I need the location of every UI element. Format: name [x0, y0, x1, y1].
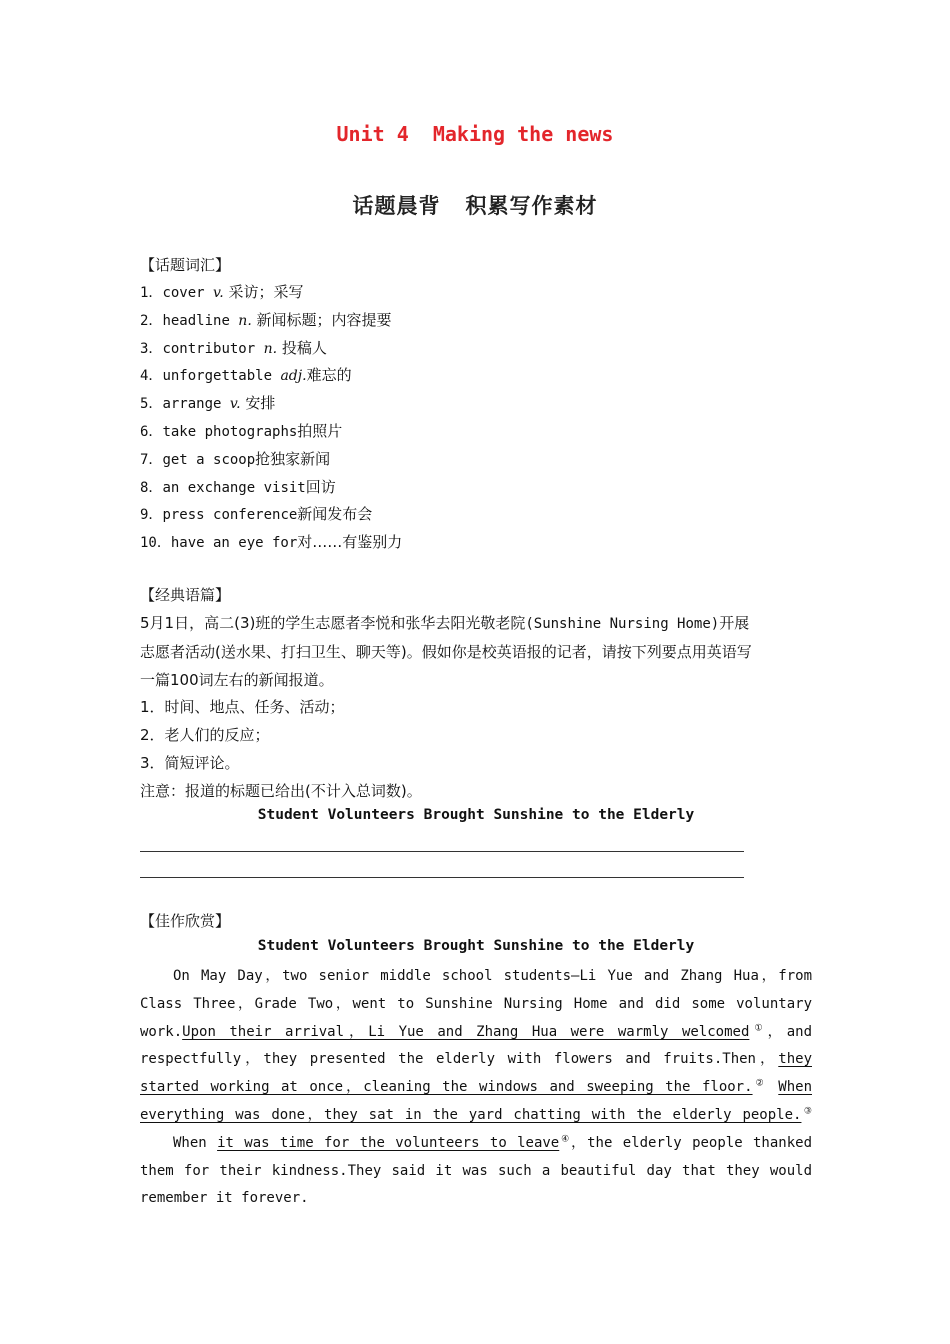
- vocab-english: arrange: [162, 396, 230, 413]
- vocab-item: [140, 530, 402, 558]
- essay-line: [140, 1130, 812, 1158]
- vocab-chinese: 对……有鉴别力: [297, 533, 403, 552]
- vocab-item: [140, 391, 402, 419]
- unit-title: Unit 4 Making the news: [336, 122, 614, 146]
- task-prompt: [140, 610, 812, 806]
- vocab-item: [140, 419, 402, 447]
- vocab-number: 4．: [140, 368, 163, 385]
- vocab-english: headline: [162, 312, 239, 329]
- answer-line: [140, 851, 744, 852]
- vocab-chinese: 新闻发布会: [297, 505, 373, 524]
- section-heading: 话题晨背 积累写作素材: [352, 194, 598, 218]
- essay-line: them for their kindness.They said it was such a beautiful day that they would: [140, 1162, 812, 1179]
- underlined-phrase: Upon their arrival，Li Yue and Zhang Hua were warmly welcomed: [182, 1023, 750, 1040]
- note: 注意：报道的标题已给出(不计入总词数)。: [140, 781, 422, 800]
- phrase-marker: ②: [752, 1078, 767, 1089]
- vocab-number: 3．: [140, 340, 163, 357]
- vocab-item: [140, 336, 402, 364]
- vocab-number: 9．: [140, 507, 163, 524]
- point-1: 1．时间、地点、任务、活动；: [140, 698, 345, 717]
- vocab-english: have an eye for: [170, 535, 298, 552]
- task-essay-title: Student Volunteers Brought Sunshine to the Elderly: [257, 807, 695, 823]
- essay-line: [140, 1102, 812, 1130]
- underlined-phrase: everything was done，they sat in the yard chatting with the elderly people.: [140, 1106, 802, 1123]
- task-heading: 【经典语篇】: [140, 586, 231, 604]
- answer-line: [140, 877, 744, 878]
- essay-line: Class Three，Grade Two，went to Sunshine Nursing Home and did some voluntary: [140, 995, 812, 1012]
- vocab-chinese: 难忘的: [306, 366, 352, 385]
- vocab-english: cover: [162, 285, 214, 301]
- point-3: 3．简短评论。: [140, 753, 240, 772]
- essay-line: remember it forever.: [140, 1190, 309, 1207]
- point-2: 2．老人们的反应；: [140, 726, 270, 745]
- vocab-part-of-speech: n.: [238, 312, 252, 329]
- vocab-part-of-speech: v.: [213, 285, 224, 301]
- vocab-item: [140, 502, 402, 530]
- prompt-text: 5月1日，高二(3)班的学生志愿者李悦和张华去阳光敬老院: [140, 614, 526, 632]
- vocab-chinese: 回访: [305, 477, 336, 496]
- model-heading: 【佳作欣赏】: [140, 912, 231, 930]
- vocab-number: 10．: [140, 535, 171, 552]
- vocab-english: unforgettable: [162, 368, 281, 385]
- vocab-item: [140, 363, 402, 391]
- essay-text: ，the elderly people thanked: [571, 1134, 812, 1151]
- prompt-line-2: 志愿者活动(送水果、打扫卫生、聊天等)。假如你是校英语报的记者，请按下列要点用英语写: [140, 642, 752, 661]
- vocab-number: 1．: [140, 285, 163, 301]
- essay-text: When: [173, 1134, 218, 1151]
- essay-line: [140, 1074, 812, 1102]
- vocab-part-of-speech: v.: [229, 396, 241, 413]
- phrase-marker: ④: [559, 1134, 572, 1145]
- vocab-number: 8．: [140, 479, 163, 496]
- model-essay-title: Student Volunteers Brought Sunshine to the Elderly: [257, 938, 695, 954]
- essay-text: work.: [140, 1023, 183, 1040]
- vocab-chinese: 新闻标题；内容提要: [251, 310, 392, 329]
- vocab-number: 7．: [140, 451, 163, 468]
- vocab-english: get a scoop: [162, 451, 256, 468]
- prompt-line-3: 一篇100词左右的新闻报道。: [140, 670, 334, 689]
- vocab-chinese: 抢独家新闻: [255, 449, 331, 468]
- vocab-english: take photographs: [162, 423, 298, 440]
- vocab-part-of-speech: n.: [263, 340, 278, 357]
- phrase-marker: ③: [801, 1106, 812, 1117]
- vocab-number: 6．: [140, 423, 163, 440]
- vocab-english: contributor: [162, 340, 264, 357]
- essay-text: respectfully，they presented the elderly with flowers and fruits.Then，: [140, 1051, 779, 1068]
- underlined-phrase: it was time for the volunteers to leave: [217, 1134, 560, 1151]
- vocab-item: [140, 280, 402, 308]
- essay-line: [140, 1046, 812, 1074]
- underlined-phrase: When: [778, 1079, 812, 1096]
- prompt-text: 开展: [719, 614, 750, 632]
- vocab-english: press conference: [162, 507, 298, 524]
- vocab-number: 5．: [140, 396, 163, 413]
- vocab-part-of-speech: adj.: [280, 368, 307, 385]
- vocab-list: [140, 280, 402, 558]
- essay-line: [140, 1019, 812, 1047]
- phrase-marker: ①: [749, 1022, 768, 1033]
- essay-line: On May Day，two senior middle school students—Li Yue and Zhang Hua，from: [173, 968, 812, 984]
- underlined-phrase: started working at once，cleaning the windows and sweeping the floor.: [140, 1079, 753, 1096]
- essay-text: ，and: [767, 1023, 812, 1040]
- vocab-chinese: 投稿人: [277, 338, 327, 357]
- vocab-chinese: 采访；采写: [223, 283, 304, 301]
- vocab-chinese: 拍照片: [297, 421, 343, 440]
- underlined-phrase: they: [778, 1051, 812, 1068]
- vocab-chinese: 安排: [240, 394, 276, 413]
- vocab-item: [140, 308, 402, 336]
- vocab-number: 2．: [140, 312, 163, 329]
- vocab-item: [140, 475, 402, 503]
- model-essay: [140, 963, 812, 1213]
- vocab-heading: 【话题词汇】: [140, 256, 231, 274]
- vocab-english: an exchange visit: [162, 479, 306, 496]
- prompt-english-name: (Sunshine Nursing Home): [525, 616, 720, 632]
- prompt-line-1: [140, 610, 812, 639]
- vocab-item: [140, 447, 402, 475]
